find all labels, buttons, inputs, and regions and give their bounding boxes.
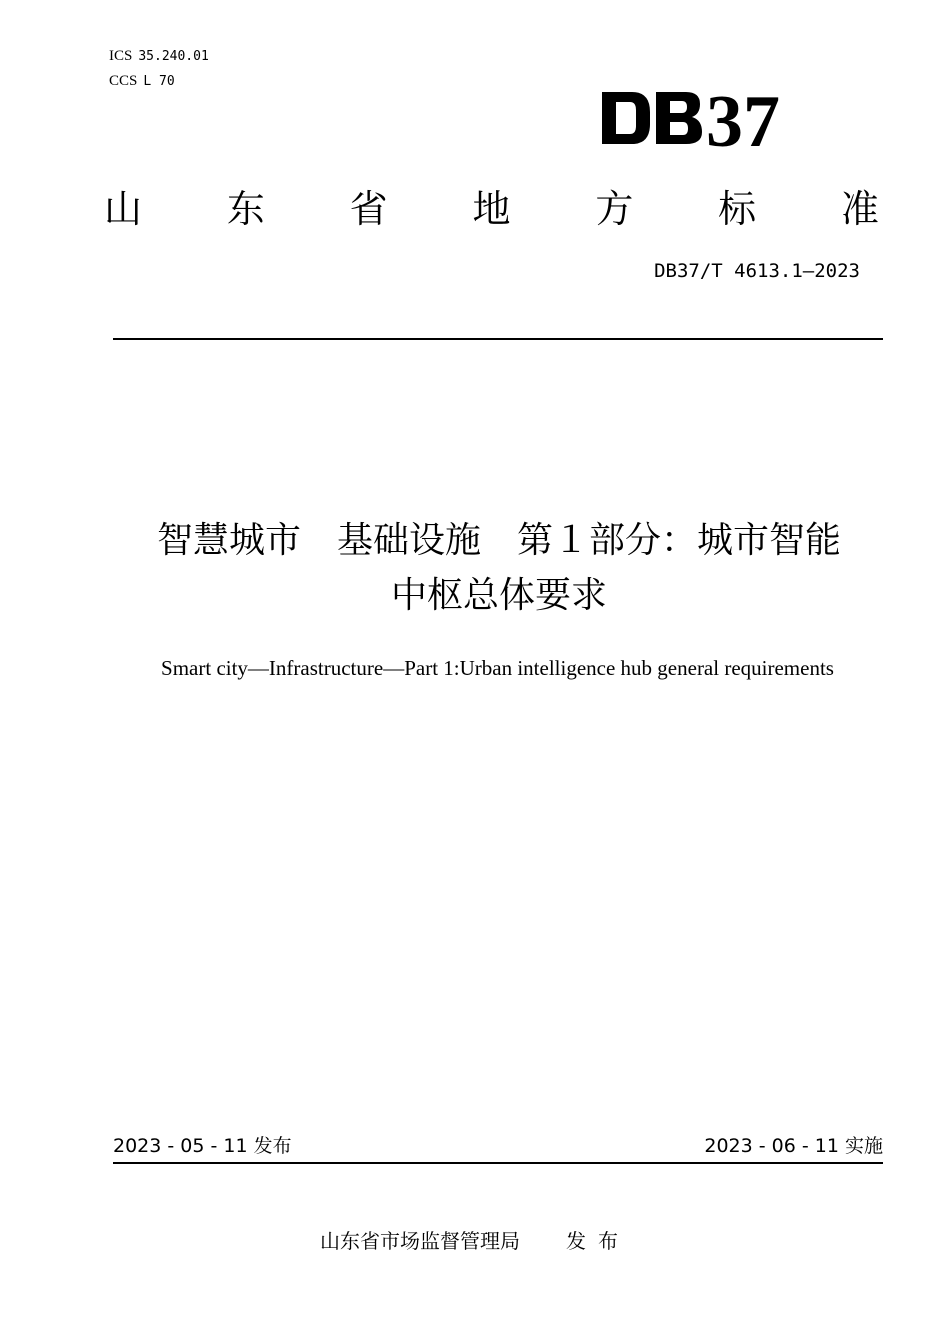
standard-kind-char: 省 [349,187,388,231]
publisher-action: 发布 [566,1229,630,1253]
publisher [0,1226,950,1256]
ccs-code [109,71,175,91]
standard-kind-char: 方 [595,187,634,231]
ccs-label: CCS [109,73,138,89]
title-chinese [95,513,903,623]
standard-kind [104,184,879,234]
ccs-value: L 70 [143,74,175,89]
standard-number: DB37/T 4613.1—2023 [654,260,860,282]
standard-kind-char: 东 [226,187,265,231]
standard-kind-char: 山 [104,187,143,231]
title-chinese-line-2: 中枢总体要求 [390,575,607,616]
publisher-name: 山东省市场监督管理局 [320,1229,520,1253]
standard-kind-char: 标 [718,187,757,231]
issue-date: 2023 - 05 - 11 发布 [113,1135,292,1157]
db37-logo-digits: 37 [706,82,780,154]
standard-kind-char: 地 [472,187,511,231]
db37-logo-mark [598,82,812,154]
ics-code [109,46,209,66]
ics-label: ICS [109,48,133,64]
standard-kind-char: 准 [840,187,879,231]
title-chinese-line-1: 智慧城市 基础设施 第１部分：城市智能 [156,520,841,561]
top-divider [113,338,883,340]
implementation-date: 2023 - 06 - 11 实施 [704,1135,883,1157]
db37-logo [598,82,812,154]
bottom-divider [113,1162,883,1164]
title-english: Smart city—Infrastructure—Part 1:Urban intelligence hub general requirements [161,656,834,680]
ics-value: 35.240.01 [138,49,209,64]
